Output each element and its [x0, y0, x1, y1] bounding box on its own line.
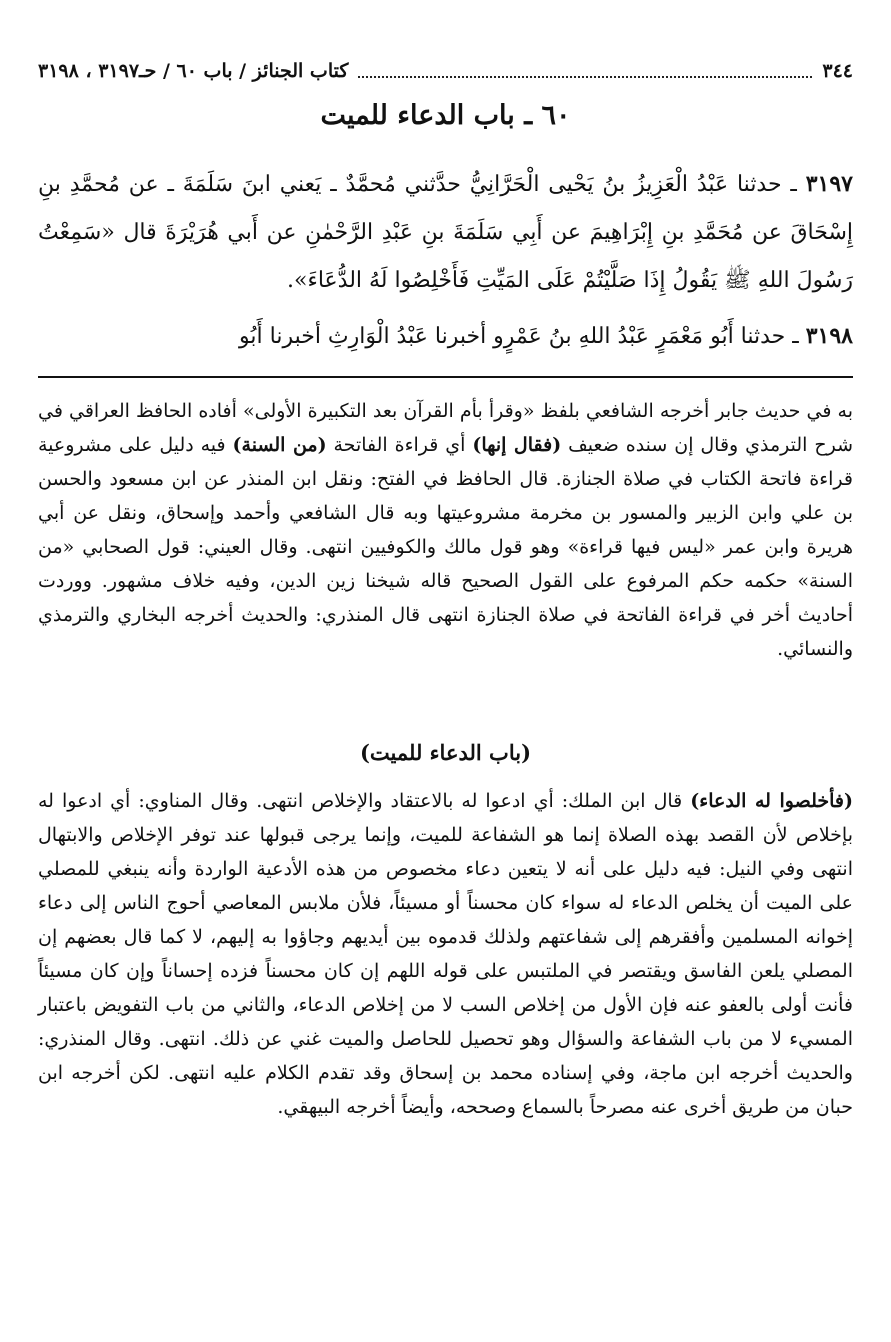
commentary-keyword: (فأخلصوا له الدعاء)	[690, 790, 853, 812]
page-header	[38, 56, 853, 86]
commentary-text: به في حديث جابر أخرجه الشافعي بلفظ «وقرأ بأم القرآن بعد التكبيرة الأولى» أفاده الحافظ العراقي في شرح الترمذي وقال إن سنده ضعيف	[38, 400, 854, 456]
commentary-block-1	[38, 394, 853, 666]
commentary-text: فيه دليل على مشروعية قراءة فاتحة الكتاب في صلاة الجنازة. قال الحافظ في الفتح: ونقل ابن المنذر عن ابن مسعود والحسن بن علي وابن الزبير والمسور بن مخرمة مشروعيتها وبه قال الشافعي وأحمد وإسحاق، ونقل عن أبي هريرة وابن عمر «ليس فيها قراءة» وهو قول مالك والكوفيين انتهى. وقال العيني: قول الصحابي «من السنة» حكمه حكم المرفوع على القول الصحيح قاله شيخنا زين الدين، وفيه خلاف مشهور. ووردت أحاديث أخر في قراءة الفاتحة في صلاة الجنازة انتهى قال المنذري: والحديث أخرجه البخاري والترمذي والنسائي.	[38, 434, 853, 660]
hadith-text: ـ حدثنا أَبُو مَعْمَرٍ عَبْدُ اللهِ بنُ عَمْرٍو أخبرنا عَبْدُ الْوَارِثِ أخبرنا أَبُو	[239, 324, 799, 349]
footnote-divider	[38, 376, 853, 378]
hadith-number: ٣١٩٧	[805, 171, 853, 197]
commentary-block-2	[38, 784, 853, 1124]
commentary-keyword: (من السنة)	[232, 434, 327, 456]
commentary-keyword: (فقال إنها)	[472, 434, 562, 456]
page-number: ٣٤٤	[822, 60, 853, 82]
hadith-3198	[38, 312, 853, 361]
section-heading: (باب الدعاء للميت)	[359, 740, 531, 765]
running-title: كتاب الجنائز / باب ٦٠ / حـ٣١٩٧ ، ٣١٩٨	[38, 60, 349, 82]
header-dotted-leader	[358, 64, 812, 78]
hadith-number: ٣١٩٨	[805, 323, 853, 349]
commentary-text: قال ابن الملك: أي ادعوا له بالاعتقاد والإخلاص انتهى. وقال المناوي: أي ادعوا له بإخلاص لأن القصد بهذه الصلاة إنما هو الشفاعة للميت، وإنما يرجى قبولها عند توفر الإخلاص والابتهال انتهى وفي النيل: فيه دليل على أنه لا يتعين دعاء مخصوص من هذه الأدعية الواردة وأنه ينبغي للمصلي على الميت أن يخلص الدعاء له سواء كان محسناً أو مسيئاً، فلأن ملابس المعاصي أحوج الناس إلى دعاء إخوانه المسلمين وأفقرهم إلى شفاعتهم ولذلك قدموه بين أيديهم وجاؤوا به إليهم، لا كما قال بعضهم إن المصلي يلعن الفاسق ويقتصر في الملتبس على قوله اللهم إن كان محسناً فزده إحساناً وإن كان مسيئاً فأنت أولى بالعفو عنه فإن الأول من إخلاص السب لا من إخلاص الدعاء، والثاني من باب التفويض باعتبار المسيء لا من باب الشفاعة والسؤال وهو تحصيل للحاصل والميت غني عن ذلك. انتهى. وقال المنذري: والحديث أخرجه ابن ماجة، وفي إسناده محمد بن إسحاق وقد تقدم الكلام عليه انتهى. لكن أخرجه ابن حبان من طريق أخرى عنه مصرحاً بالسماع وصححه، وأيضاً أخرجه البيهقي.	[38, 790, 853, 1118]
commentary-text: أي قراءة الفاتحة	[333, 434, 466, 456]
hadith-text: ـ حدثنا عَبْدُ الْعَزِيزُ بنُ يَحْيى الْحَرَّانِيُّ حدَّثني مُحمَّدٌ ـ يَعني ابنَ سَلَمَةَ ـ عن مُحمَّدِ بنِ إِسْحَاقَ عن مُحَمَّدِ بنِ إِبْرَاهِيمَ عن أَبِي سَلَمَةَ بنِ عَبْدِ الرَّحْمٰنِ عن أَبي هُرَيْرَةَ قال «سَمِعْتُ رَسُولَ اللهِ ﷺ يَقُولُ إِذَا صَلَّيْتُمْ عَلَى المَيِّتِ فَأَخْلِصُوا لَهُ الدُّعَاءَ».	[38, 172, 853, 293]
hadith-3197	[38, 160, 853, 305]
chapter-title: ٦٠ ـ باب الدعاء للميت	[320, 100, 571, 131]
